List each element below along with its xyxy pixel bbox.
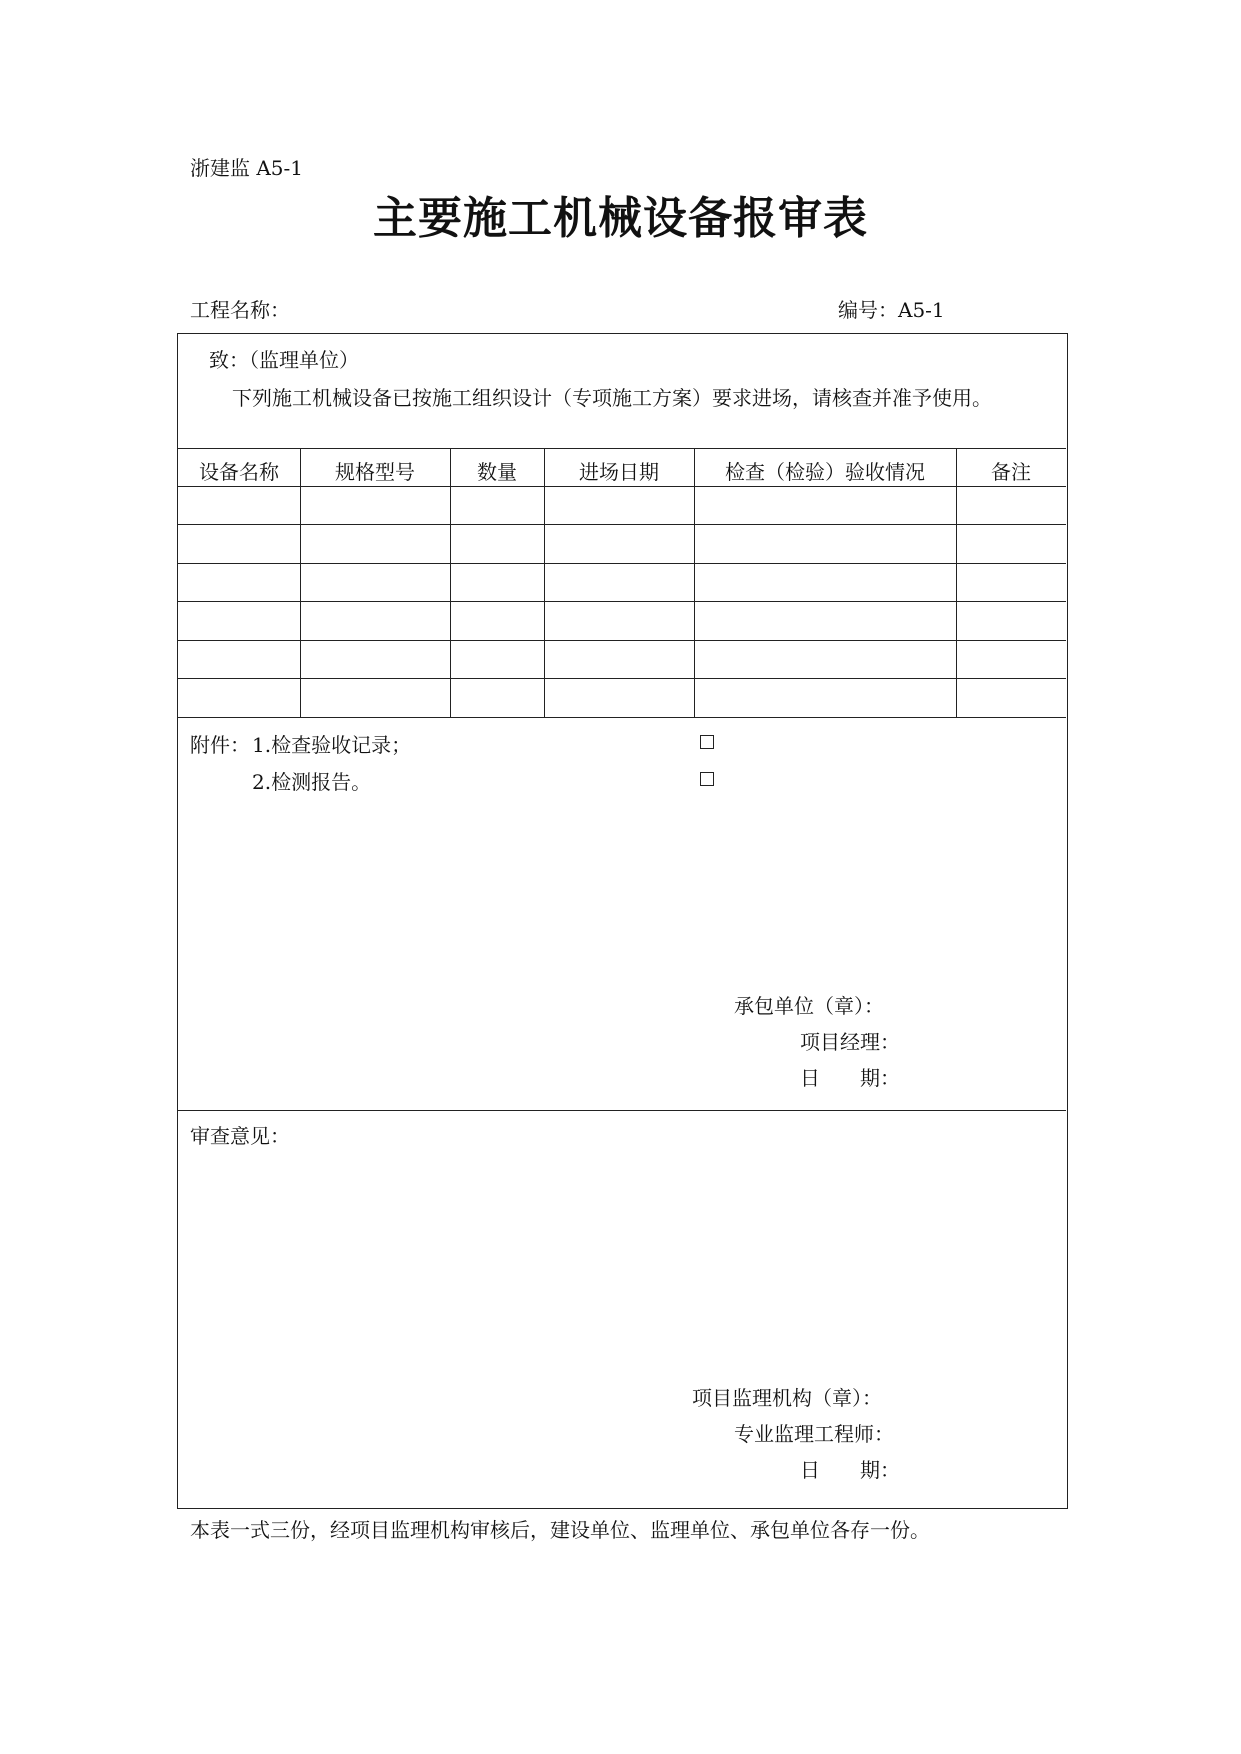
divider: [178, 678, 1066, 679]
form-table: [177, 333, 1068, 1509]
review-opinion-label: 审查意见：: [190, 1124, 290, 1148]
attachment-checkbox[interactable]: [700, 772, 714, 786]
divider: [544, 448, 545, 717]
divider: [178, 640, 1066, 641]
addressee-line: 致：（监理单位）: [209, 348, 359, 372]
submission-statement: 下列施工机械设备已按施工组织设计（专项施工方案）要求进场，请核查并准予使用。: [232, 386, 992, 410]
column-header: 数量: [477, 460, 517, 484]
divider: [178, 563, 1066, 564]
page-title: 主要施工机械设备报审表: [373, 193, 868, 244]
attachments-label: 附件：: [190, 733, 250, 757]
contractor-unit-label: 承包单位（章）：: [734, 994, 884, 1018]
divider: [956, 448, 957, 717]
divider: [450, 448, 451, 717]
divider: [178, 448, 1066, 449]
column-header: 备注: [991, 460, 1031, 484]
supervision-org-label: 项目监理机构（章）：: [692, 1386, 882, 1410]
divider: [178, 524, 1066, 525]
divider: [178, 486, 1066, 487]
divider: [178, 601, 1066, 602]
contractor-date-label: 日 期：: [800, 1066, 900, 1090]
attachment-checkbox[interactable]: [700, 735, 714, 749]
attachment-item: 1.检查验收记录；: [252, 733, 412, 757]
divider: [300, 448, 301, 717]
column-header: 设备名称: [199, 460, 279, 484]
project-name-label: 工程名称：: [190, 298, 290, 322]
project-manager-label: 项目经理：: [800, 1030, 900, 1054]
column-header: 规格型号: [335, 460, 415, 484]
divider: [178, 1110, 1066, 1111]
supervision-engineer-label: 专业监理工程师：: [734, 1422, 894, 1446]
attachment-item: 2.检测报告。: [252, 770, 372, 794]
form-number-label: 编号：A5-1: [838, 298, 945, 322]
column-header: 检查（检验）验收情况: [725, 460, 925, 484]
form-code: 浙建监 A5-1: [190, 156, 304, 180]
footer-note: 本表一式三份，经项目监理机构审核后，建设单位、监理单位、承包单位各存一份。: [190, 1518, 930, 1542]
column-header: 进场日期: [579, 460, 659, 484]
divider: [694, 448, 695, 717]
review-date-label: 日 期：: [800, 1458, 900, 1482]
divider: [178, 717, 1066, 718]
